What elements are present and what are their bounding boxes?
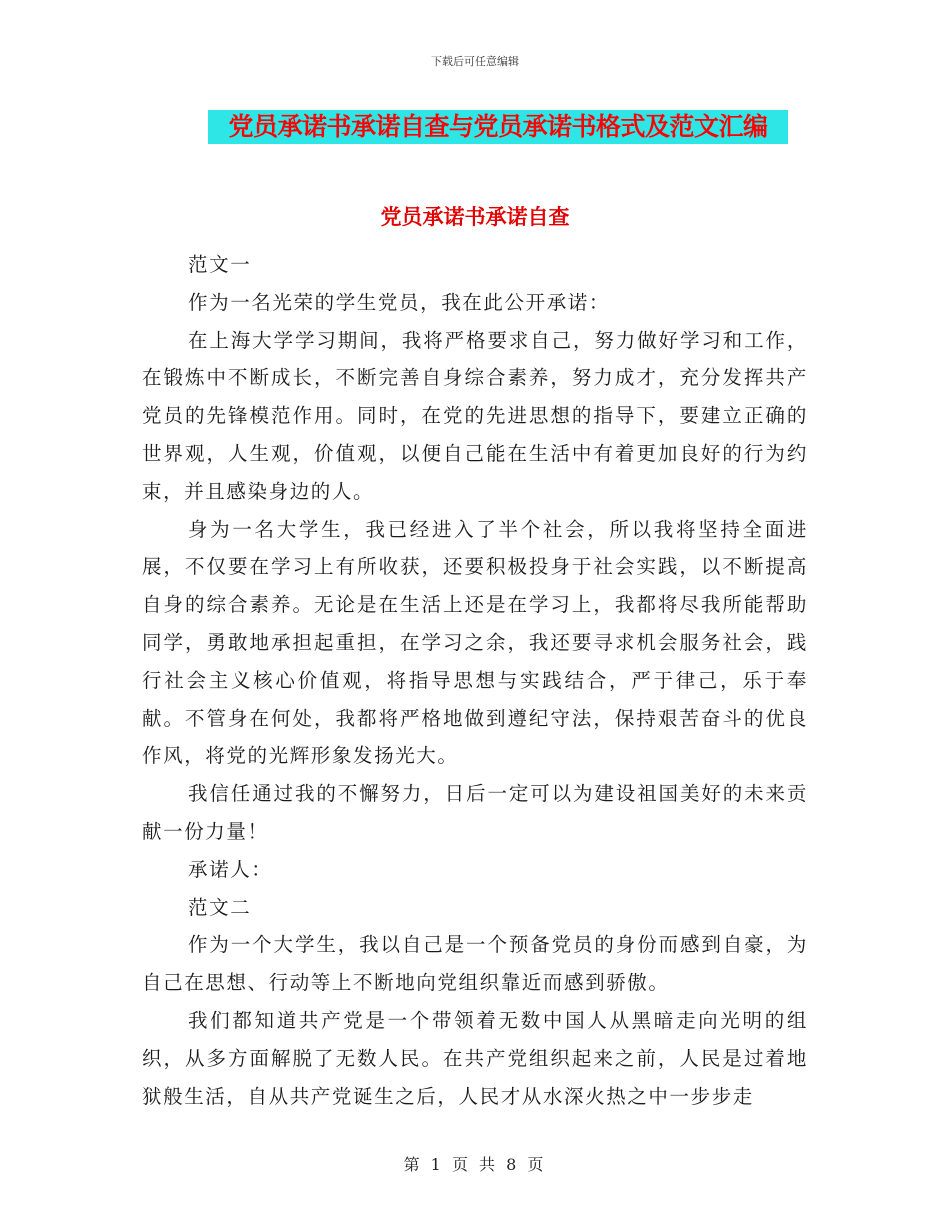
paragraph: 在上海大学学习期间，我将严格要求自己，努力做好学习和工作，在锻炼中不断成长，不断完善自身综合素养，努力成才，充分发挥共产党员的先锋模范作用。同时，在党的先进思想的指导下，要建立正确的世界观，人生观，价值观，以便自己能在生活中有着更加良好的行为约束，并且感染身边的人。 bbox=[142, 328, 808, 503]
paragraph: 作为一个大学生，我以自己是一个预备党员的身份而感到自豪，为自己在思想、行动等上不断地向党组织靠近而感到骄傲。 bbox=[142, 933, 808, 995]
paragraph-heading-sample-one: 范文一 bbox=[188, 253, 252, 276]
paragraph: 我信任通过我的不懈努力，日后一定可以为建设祖国美好的未来贡献一份力量！ bbox=[142, 782, 808, 843]
document-body bbox=[142, 246, 808, 1115]
paragraph-heading-sample-two: 范文二 bbox=[188, 895, 252, 919]
page-header-note: 下载后可任意编辑 bbox=[431, 55, 519, 68]
paragraph: 我们都知道共产党是一个带领着无数中国人从黑暗走向光明的组织，从多方面解脱了无数人民。在共产党组织起来之前，人民是过着地狱般生活，自从共产党诞生之后，人民才从水深火热之中一步步走 bbox=[142, 1008, 808, 1108]
paragraph: 作为一名光荣的学生党员，我在此公开承诺： bbox=[188, 290, 611, 314]
section-title: 党员承诺书承诺自查 bbox=[380, 205, 570, 229]
document-title: 党员承诺书承诺自查与党员承诺书格式及范文汇编 bbox=[208, 110, 788, 144]
signature-label: 承诺人： bbox=[188, 857, 273, 881]
paragraph: 身为一名大学生，我已经进入了半个社会，所以我将坚持全面进展，不仅要在学习上有所收获，还要积极投身于社会实践，以不断提高自身的综合素养。无论是在生活上还是在学习上，我都将尽我所能帮助同学，勇敢地承担起重担，在学习之余，我还要寻求机会服务社会，践行社会主义核心价值观，将指导思想与实践结合，严于律己，乐于奉献。不管身在何处，我都将严格地做到遵纪守法，保持艰苦奋斗的优良作风，将党的光辉形象发扬光大。 bbox=[142, 517, 808, 768]
page-number-footer: 第 1 页 共 8 页 bbox=[403, 1155, 547, 1174]
